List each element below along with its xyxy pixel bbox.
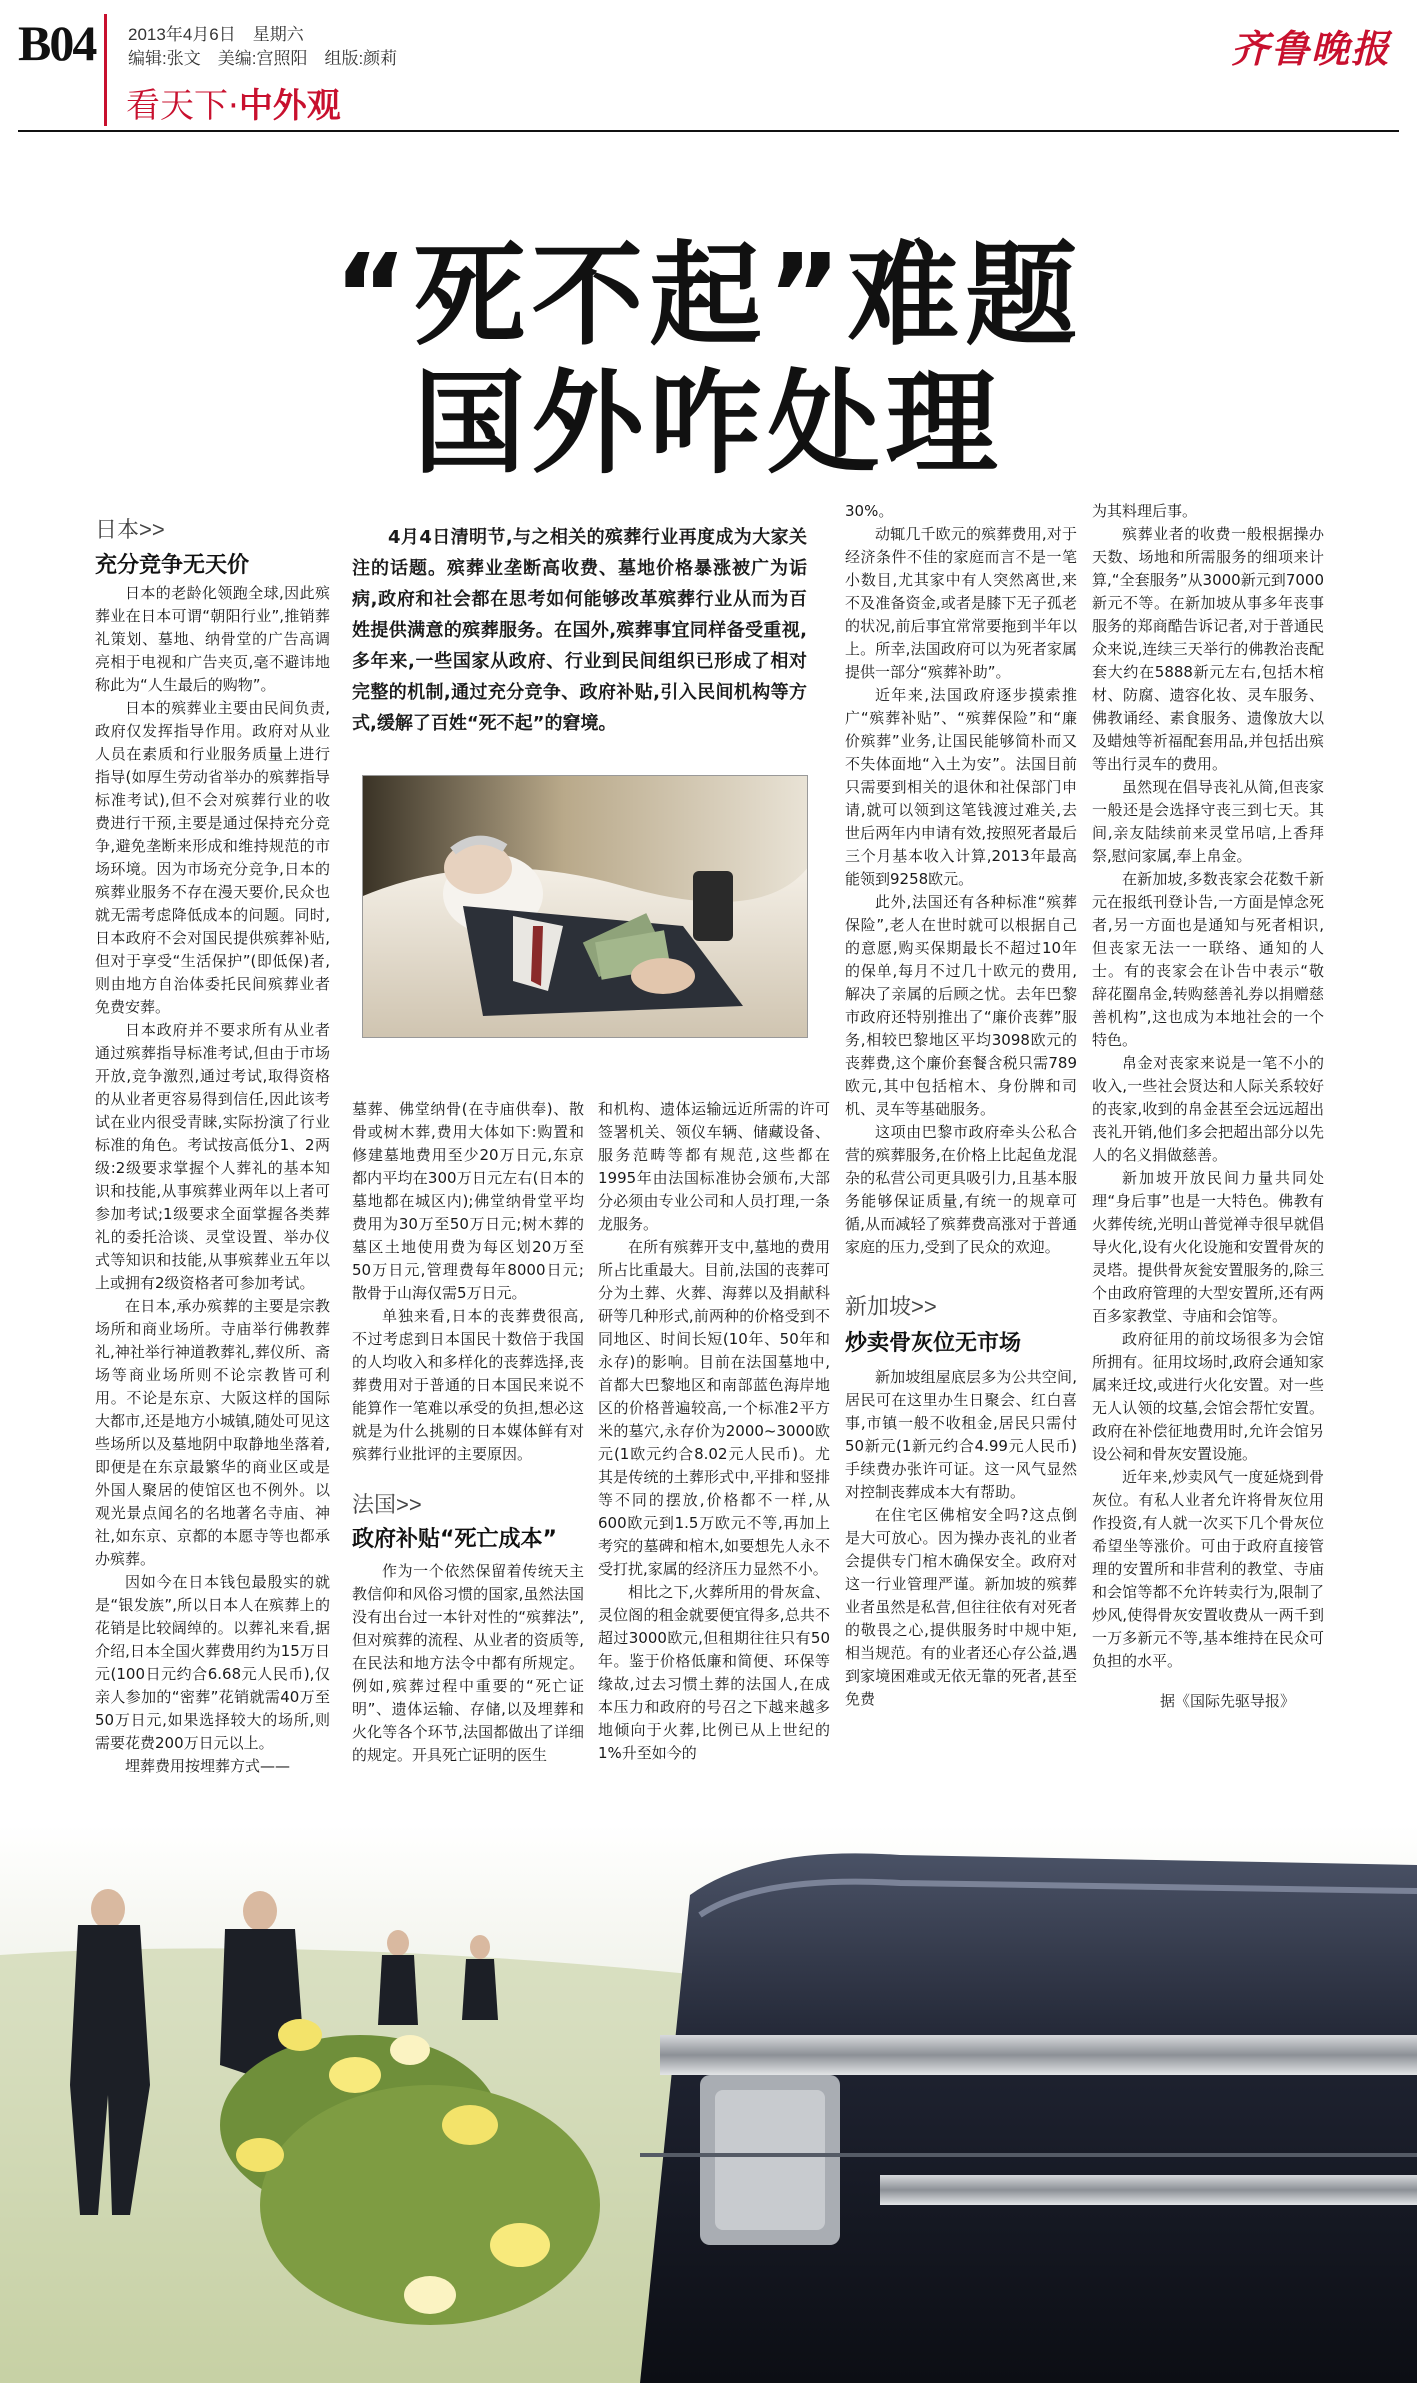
headline-line-1: “死不起”难题 bbox=[333, 231, 1084, 361]
paragraph: 相比之下,火葬所用的骨灰盒、灵位阁的租金就要便宜得多,总共不超过3000欧元,但租期往往只有50年。鉴于价格低廉和简便、环保等缘故,过去习惯土葬的法国人,在成本压力和政府的号召之下越来越多地倾向于火葬,比例已从上世纪的1%升至如今的 bbox=[598, 1583, 830, 1762]
paragraph: 作为一个依然保留着传统天主教信仰和风俗习惯的国家,虽然法国没有出台过一本针对性的“殡葬法”,但对殡葬的流程、从业者的资质等,在民法和地方法令中都有所规定。例如,殡葬过程中重要的“死亡证明”、遗体运输、存储,以及埋葬和火化等各个环节,法国都做出了详细的规定。开具死亡证明的医生 bbox=[352, 1562, 584, 1764]
lead-paragraph bbox=[352, 522, 807, 739]
france-column-1 bbox=[352, 1560, 584, 1828]
france-heading: 政府补贴“死亡成本” bbox=[352, 1527, 557, 1552]
japan-column-2 bbox=[352, 1098, 584, 1468]
paragraph: 在住宅区佛棺安全吗?这点倒是大可放心。因为操办丧礼的业者会提供专门棺木确保安全。政府对这一行业管理严谨。新加坡的殡葬业者虽然是私营,但往往依有对死者的敬畏之心,提供服务时中规中矩,相当规范。有的业者还心存公益,遇到家境困难或无依无靠的死者,甚至免费 bbox=[845, 1506, 1077, 1708]
paragraph: 日本的殡葬业主要由民间负责,政府仅发挥指导作用。政府对从业人员在素质和行业服务质量上进行指导(如厚生劳动省举办的殡葬指导标准考试),但不会对殡葬行业的收费进行干预,主要是通过保持充分竞争,避免垄断来形成和维持规范的市场环境。因为市场充分竞争,日本的殡葬业服务不存在漫天要价,民众也就无需考虑降低成本的问题。同时,日本政府不会对国民提供殡葬补贴,但对于享受“生活保护”(即低保)者,则由地方自治体委托民间殡葬业者免费安葬。 bbox=[95, 699, 330, 1016]
man-in-coffin-illustration bbox=[363, 776, 808, 1038]
paragraph: 因如今在日本钱包最殷实的就是“银发族”,所以日本人在殡葬上的花销是比较阔绰的。以葬礼来看,据介绍,日本全国火葬费用约为15万日元(100日元约合6.68元人民币),仅亲人参加的“密葬”花销就需40万至50万日元,如果选择较大的场所,则需要花费200万日元以上。 bbox=[95, 1573, 330, 1752]
paragraph: 这项由巴黎市政府牵头公私合营的殡葬服务,在价格上比起鱼龙混杂的私营公司更具吸引力,且基本服务能够保证质量,有统一的规章可循,从而减轻了殡葬费高涨对于普通家庭的压力,受到了民众的欢迎。 bbox=[845, 1123, 1077, 1256]
paragraph: 殡葬业者的收费一般根据操办天数、场地和所需服务的细项来计算,“全套服务”从3000新元到7000新元不等。在新加坡从事多年丧事服务的郑商酷告诉记者,对于普通民众来说,连续三天举行的佛教治丧配套大约在5888新元左右,包括木棺材、防腐、遗容化妆、灵车服务、佛教诵经、素食服务、遗像放大以及蜡烛等祈福配套用品,并包括出殡等出行灵车的费用。 bbox=[1092, 525, 1324, 773]
headline-line-2: 国外咋处理 bbox=[413, 359, 1004, 489]
paragraph: 日本政府并不要求所有从业者通过殡葬指导标准考试,但由于市场开放,竞争激烈,通过考试,取得资格的从业者更容易得到信任,因此该考试在业内很受青睐,实际扮演了行业标准的角色。考试按高低分1、2两级:2级要求掌握个人葬礼的基本知识和技能,从事殡葬业两年以上者可参加考试;1级要求全面掌握各类葬礼的委托洽谈、灵堂设置、举办仪式等知识和技能,从事殡葬业五年以上或拥有2级资格者可参加考试。 bbox=[95, 1021, 330, 1292]
paragraph: 新加坡组屋底层多为公共空间,居民可在这里办生日聚会、红白喜事,市镇一般不收租金,居民只需付50新元(1新元约合4.99元人民币)手续费办张许可证。这一风气显然对控制丧葬成本大有帮助。 bbox=[845, 1368, 1077, 1501]
section-name: 中外观 bbox=[238, 86, 341, 126]
paragraph: 埋葬费用按埋葬方式—— bbox=[125, 1757, 291, 1775]
paragraph: 日本的老龄化领跑全球,因此殡葬业在日本可谓“朝阳行业”,推销葬礼策划、墓地、纳骨堂的广告高调亮相于电视和广告夹页,毫不避讳地称此为“人生最后的购物”。 bbox=[95, 584, 330, 694]
paragraph: 近年来,法国政府逐步摸索推广“殡葬补贴”、“殡葬保险”和“廉价殡葬”业务,让国民能够简朴而又不失体面地“入土为安”。法国目前只需要到相关的退休和社保部门申请,就可以领到这笔钱渡过难关,去世后两年内申请有效,按照死者最后三个月基本收入计算,2013年最高能领到9258欧元。 bbox=[845, 686, 1077, 888]
paragraph: 30%。 bbox=[845, 502, 894, 520]
paragraph: 近年来,炒卖风气一度延烧到骨灰位。有私人业者允许将骨灰位用作投资,有人就一次买下几个骨灰位希望坐等涨价。可由于政府直接管理的安置所和非营利的教堂、寺庙和会馆等都不允许转卖行为,限制了炒风,使得骨灰安置收费从一两千到一万多新元不等,基本维持在民众可负担的水平。 bbox=[1092, 1468, 1324, 1670]
japan-category: 日本>> bbox=[95, 517, 165, 542]
singapore-column-2 bbox=[1092, 500, 1324, 1686]
section-bar bbox=[104, 14, 107, 126]
page-code: B04 bbox=[18, 15, 96, 71]
france-column-2 bbox=[598, 1098, 830, 1828]
japan-column-1 bbox=[95, 582, 330, 1822]
paragraph: 在日本,承办殡葬的主要是宗教场所和商业场所。寺庙举行佛教葬礼,神社举行神道教葬礼,葬仪所、斋场等商业场所则不论宗教皆可利用。不论是东京、大阪这样的国际大都市,还是地方小城镇,随处可见这些场所以及墓地阴中取静地坐落着,即便是在东京最繁华的商业区或是外国人聚居的使馆区也不例外。以观光景点闻名的名地著名寺庙、神社,如东京、京都的本愿寺等也都承办殡葬。 bbox=[95, 1297, 330, 1568]
date-line: 2013年4月6日 星期六 bbox=[128, 25, 304, 44]
singapore-heading: 炒卖骨灰位无市场 bbox=[845, 1331, 1022, 1356]
paragraph: 此外,法国还有各种标准“殡葬保险”,老人在世时就可以根据自己的意愿,购买保期最长不超过10年的保单,每月不过几十欧元的费用,解决了亲属的后顾之忧。去年巴黎市政府还特别推出了“廉价丧葬”服务,相较巴黎地区平均3098欧元的丧葬费,这个廉价套餐含税只需789欧元,其中包括棺木、身份牌和司机、灵车等基础服务。 bbox=[845, 893, 1077, 1118]
france-category: 法国>> bbox=[352, 1492, 422, 1517]
paragraph: 在新加坡,多数丧家会花数千新元在报纸刊登讣告,一方面是悼念死者,另一方面也是通知与死者相识,但丧家无法一一联络、通知的人士。有的丧家会在讣告中表示“敬辞花圈帛金,转购慈善礼券以捐赠慈善机构”,这也成为本地社会的一个特色。 bbox=[1092, 870, 1324, 1049]
source-credit: 据《国际先驱导报》 bbox=[1160, 1692, 1296, 1710]
france-column-3 bbox=[845, 500, 1077, 1282]
paragraph: 单独来看,日本的丧葬费很高,不过考虑到日本国民十数倍于我国的人均收入和多样化的丧葬选择,丧葬费用对于普通的日本国民来说不能算作一笔难以承受的负担,想必这就是为什么挑剔的日本媒体鲜有对殡葬行业批评的主要原因。 bbox=[352, 1307, 584, 1463]
japan-heading: 充分竞争无天价 bbox=[95, 553, 250, 578]
newspaper-brand: 齐鲁晚报 bbox=[1230, 26, 1391, 71]
lead-text: 4月4日清明节,与之相关的殡葬行业再度成为大家关注的话题。殡葬业垄断高收费、墓地价格暴涨被广为诟病,政府和社会都在思考如何能够改革殡葬行业从而为百姓提供满意的殡葬服务。在国外,殡葬事宜同样备受重视,多年来,一些国家从政府、行业到民间组织已形成了相对完整的机制,通过充分竞争、政府补贴,引入民间机构等方式,缓解了百姓“死不起”的窘境。 bbox=[352, 527, 807, 734]
paragraph: 墓葬、佛堂纳骨(在寺庙供奉)、散骨或树木葬,费用大体如下:购置和修建墓地费用至少20万日元,东京都内平均在300万日元左右(日本的墓地都在城区内);佛堂纳骨堂平均费用为30万至50万日元;树木葬的墓区土地使用费为每区划20万至50万日元,管理费每年8000日元;散骨于山海仅需5万日元。 bbox=[352, 1100, 584, 1302]
funeral-scene-illustration bbox=[0, 1825, 1417, 2383]
header-rule bbox=[18, 130, 1399, 132]
paragraph: 新加坡开放民间力量共同处理“身后事”也是一大特色。佛教有火葬传统,光明山普觉禅寺很早就倡导火化,设有火化设施和安置骨灰的灵塔。提供骨灰瓮安置服务的,除三个由政府管理的大型安置所,还有两百多家教堂、寺庙和会馆等。 bbox=[1092, 1169, 1324, 1325]
editors-line: 编辑:张文 美编:宫照阳 组版:颜莉 bbox=[128, 49, 398, 68]
singapore-category: 新加坡>> bbox=[845, 1294, 937, 1319]
paragraph: 帛金对丧家来说是一笔不小的收入,一些社会贤达和人际关系较好的丧家,收到的帛金甚至会远远超出丧礼开销,他们多会把超出部分以先人的名义捐做慈善。 bbox=[1092, 1054, 1324, 1164]
paragraph: 和机构、遗体运输远近所需的许可签署机关、领仪车辆、储藏设备、服务范畴等都有规范,这些都在1995年由法国标准协会颁布,大部分必须由专业公司和人员打理,一条龙服务。 bbox=[598, 1100, 830, 1233]
photo-man-in-coffin bbox=[362, 775, 808, 1038]
section-prefix: 看天下· bbox=[126, 86, 239, 126]
paragraph: 动辄几千欧元的殡葬费用,对于经济条件不佳的家庭而言不是一笔小数目,尤其家中有人突然离世,来不及准备资金,或者是膝下无子孤老的状况,前后事宜常常要拖到半年以上。所幸,法国政府可以为死者家属提供一部分“殡葬补助”。 bbox=[845, 525, 1077, 681]
paragraph: 为其料理后事。 bbox=[1092, 502, 1198, 520]
paragraph: 虽然现在倡导丧礼从简,但丧家一般还是会选择守丧三到七天。其间,亲友陆续前来灵堂吊唁,上香拜祭,慰问家属,奉上帛金。 bbox=[1092, 778, 1324, 865]
photo-funeral-casket bbox=[0, 1825, 1417, 2383]
section-title bbox=[126, 78, 341, 127]
paragraph: 政府征用的前坟场很多为会馆所拥有。征用坟场时,政府会通知家属来迁坟,或进行火化安置。对一些无人认领的坟墓,会馆会帮忙安置。政府在补偿征地费用时,允许会馆另设公祠和骨灰安置设施。 bbox=[1092, 1330, 1324, 1463]
singapore-column-1 bbox=[845, 1366, 1077, 1826]
paragraph: 在所有殡葬开支中,墓地的费用所占比重最大。目前,法国的丧葬可分为土葬、火葬、海葬以及捐献科研等几种形式,前两种的价格受到不同地区、时间长短(10年、50年和永存)的影响。目前在法国墓地中,首都大巴黎地区和南部蓝色海岸地区的价格普遍较高,一个标准2平方米的墓穴,永存价为2000~3000欧元(1欧元约合8.02元人民币)。尤其是传统的土葬形式中,平排和竖排等不同的摆放,价格都不一样,从600欧元到1.5万欧元不等,再加上考究的墓碑和棺木,如要想先人永不受打扰,家属的经济压力显然不小。 bbox=[598, 1238, 830, 1578]
